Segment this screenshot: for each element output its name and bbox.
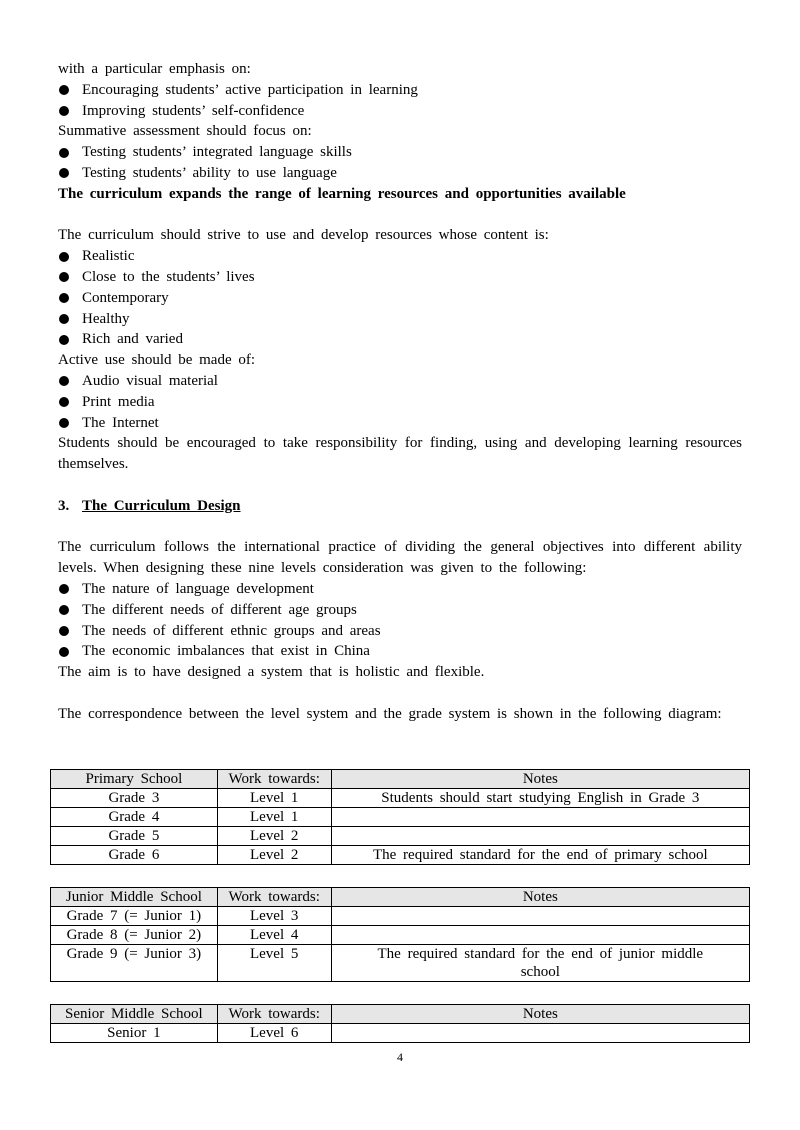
table-cell: Senior 1 [51, 1024, 218, 1043]
page-number: 4 [397, 1050, 403, 1064]
section-number: 3. [58, 497, 70, 514]
table-row [51, 789, 750, 808]
list-item: Healthy [58, 309, 742, 330]
design-paragraph: The curriculum follows the international practice of dividing the general objectives into different ability levels. When designing these nine levels consideration was given to the following: [58, 539, 742, 577]
list-item: Rich and varied [58, 329, 742, 350]
table-cell: Grade 3 [51, 789, 218, 808]
table-cell [331, 926, 749, 945]
table-cell [331, 907, 749, 926]
resources-heading: The curriculum expands the range of learning resources and opportunities available [58, 185, 626, 202]
table-cell: Level 6 [217, 1024, 331, 1043]
table-cell: Grade 6 [51, 846, 218, 865]
list-item: Print media [58, 392, 742, 413]
table-row [51, 945, 750, 982]
resources-closing: Students should be encouraged to take responsibility for finding, using and developing learning resources themselves. [58, 435, 742, 473]
table-cell: Level 3 [217, 907, 331, 926]
senior-middle-school-table [50, 1004, 750, 1043]
table-cell: The required standard for the end of primary school [331, 846, 749, 865]
table-header-cell: Junior Middle School [51, 888, 218, 907]
table-header-cell: Work towards: [217, 1005, 331, 1024]
table-cell: Grade 7 (= Junior 1) [51, 907, 218, 926]
list-item: Realistic [58, 246, 742, 267]
aim-sentence: The aim is to have designed a system that is holistic and flexible. [58, 664, 485, 681]
table-cell [331, 827, 749, 846]
table-cell: Level 1 [217, 789, 331, 808]
list-item: Encouraging students’ active participation in learning [58, 80, 742, 101]
list-item: The needs of different ethnic groups and areas [58, 621, 742, 642]
table-row [51, 907, 750, 926]
table-cell: Students should start studying English in Grade 3 [331, 789, 749, 808]
table-header-row [51, 770, 750, 789]
table-cell: Grade 8 (= Junior 2) [51, 926, 218, 945]
table-row [51, 808, 750, 827]
table-cell [331, 808, 749, 827]
section-title: The Curriculum Design [82, 497, 241, 514]
table-cell: Level 2 [217, 827, 331, 846]
primary-school-table [50, 769, 750, 865]
list-item: The economic imbalances that exist in China [58, 641, 742, 662]
list-item: The Internet [58, 413, 742, 434]
table-row [51, 827, 750, 846]
table-cell: Level 1 [217, 808, 331, 827]
table-header-cell: Work towards: [217, 888, 331, 907]
junior-middle-school-table [50, 887, 750, 982]
list-item: Close to the students’ lives [58, 267, 742, 288]
table-cell [331, 1024, 749, 1043]
table-cell: Level 4 [217, 926, 331, 945]
list-item: The nature of language development [58, 579, 742, 600]
table-cell: Level 5 [217, 945, 331, 982]
table-cell: The required standard for the end of junior middle school [331, 945, 749, 982]
assessment-intro: with a particular emphasis on: [58, 61, 251, 77]
correspondence-paragraph: The correspondence between the level system and the grade system is shown in the following diagram: [58, 705, 722, 722]
list-item: Testing students’ integrated language skills [58, 142, 742, 163]
table-header-cell: Notes [331, 888, 749, 907]
document-body [58, 59, 742, 725]
table-cell: Grade 4 [51, 808, 218, 827]
summative-intro: Summative assessment should focus on: [58, 123, 312, 140]
active-use-intro: Active use should be made of: [58, 352, 256, 369]
table-header-cell: Senior Middle School [51, 1005, 218, 1024]
list-item: Contemporary [58, 288, 742, 309]
table-header-row [51, 1005, 750, 1024]
list-item: Improving students’ self-confidence [58, 101, 742, 122]
table-header-cell: Work towards: [217, 770, 331, 789]
table-cell: Grade 9 (= Junior 3) [51, 945, 218, 982]
table-header-row [51, 888, 750, 907]
list-item: Testing students’ ability to use language [58, 163, 742, 184]
table-row [51, 846, 750, 865]
section-heading [58, 496, 742, 517]
table-header-cell: Notes [331, 1005, 749, 1024]
resources-intro: The curriculum should strive to use and develop resources whose content is: [58, 227, 549, 244]
table-row [51, 926, 750, 945]
table-cell: Level 2 [217, 846, 331, 865]
list-item: The different needs of different age groups [58, 600, 742, 621]
table-row [51, 1024, 750, 1043]
table-cell: Grade 5 [51, 827, 218, 846]
table-header-cell: Primary School [51, 770, 218, 789]
list-item: Audio visual material [58, 371, 742, 392]
table-header-cell: Notes [331, 770, 749, 789]
